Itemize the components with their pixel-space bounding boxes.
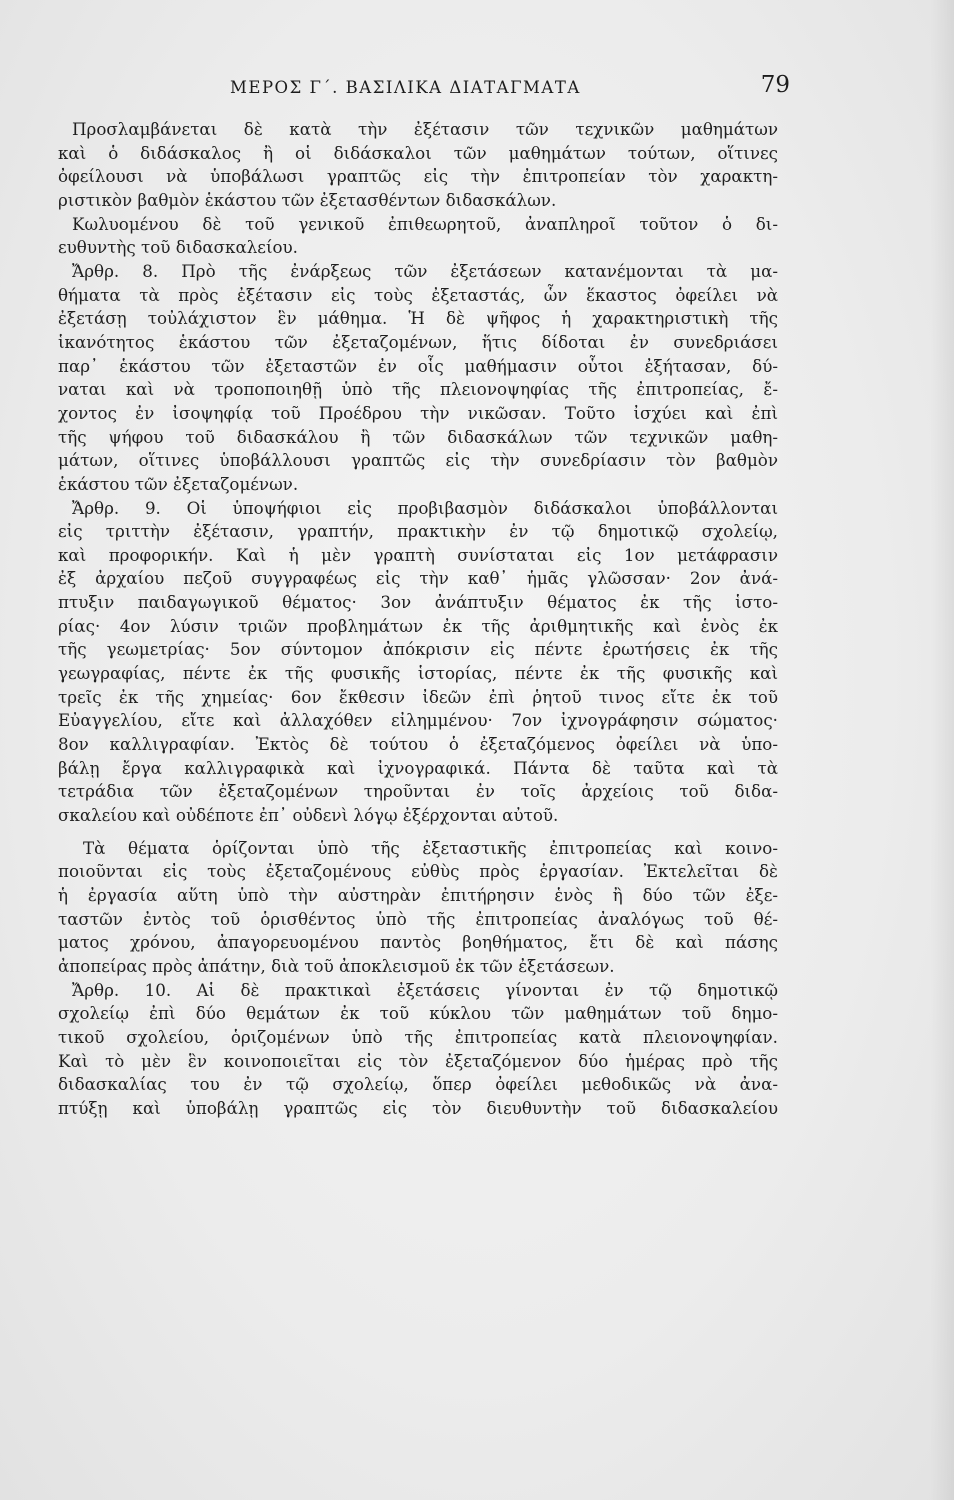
text-line: διδασκαλίας του ἐν τῷ σχολείῳ, ὅπερ ὀφείλει μεθοδικῶς νὰ ἀνα- (58, 1074, 778, 1095)
text-line: ταστῶν ἐντὸς τοῦ ὁρισθέντος ὑπὸ τῆς ἐπιτροπείας ἀναλόγως τοῦ θέ- (58, 908, 778, 929)
text-line: ριστικὸν βαθμὸν ἑκάστου τῶν ἐξετασθέντων διδασκάλων. (58, 189, 557, 210)
running-title: ΜΕΡΟΣ Γ΄. ΒΑΣΙΛΙΚΑ ΔΙΑΤΑΓΜΑΤΑ (230, 78, 581, 97)
text-line: καὶ ὁ διδάσκαλος ἢ οἱ διδάσκαλοι τῶν μαθημάτων τούτων, οἵτινες (58, 142, 778, 163)
page-edge-shadow (930, 0, 954, 1500)
running-head (60, 72, 798, 106)
text-line: τετράδια τῶν ἐξεταζομένων τηροῦνται ἐν τοῖς ἀρχείοις τοῦ διδα- (58, 781, 778, 802)
body-text (58, 118, 778, 1121)
text-line: πτύξῃ καὶ ὑποβάλῃ γραπτῶς εἰς τὸν διευθυντὴν τοῦ διδασκαλείου (58, 1097, 778, 1118)
text-line: γεωγραφίας, πέντε ἐκ τῆς φυσικῆς ἱστορίας, πέντε ἐκ τῆς φυσικῆς καὶ (58, 663, 778, 684)
text-line: ἑκάστου τῶν ἐξεταζομένων. (58, 473, 299, 494)
article-8-heading-line: Ἄρθρ. 8. Πρὸ τῆς ἐνάρξεως τῶν ἐξετάσεων κατανέμονται τὰ μα- (72, 260, 778, 281)
text-line: Προσλαμβάνεται δὲ κατὰ τὴν ἐξέτασιν τῶν τεχνικῶν μαθημάτων (72, 119, 778, 139)
text-line: καὶ προφορικήν. Καὶ ἡ μὲν γραπτὴ συνίσταται εἰς 1ον μετάφρασιν (58, 544, 778, 565)
text-line: πτυξιν παιδαγωγικοῦ θέματος· 3ον ἀνάπτυξιν θέματος ἐκ τῆς ἱστο- (58, 592, 778, 613)
text-line: μάτων, οἵτινες ὑποβάλλουσι γραπτῶς εἰς τὴν συνεδρίασιν τὸν βαθμὸν (58, 450, 778, 471)
text-line: σκαλείου καὶ οὐδέποτε ἐπ᾽ οὐδενὶ λόγῳ ἐξέρχονται αὐτοῦ. (58, 805, 559, 826)
text-line: ἀποπείρας πρὸς ἀπάτην, διὰ τοῦ ἀποκλεισμοῦ ἐκ τῶν ἐξετάσεων. (58, 955, 615, 976)
text-line: ἐξ ἀρχαίου πεζοῦ συγγραφέως εἰς τὴν καθ᾽ ἡμᾶς γλῶσσαν· 2ον ἀνά- (58, 568, 778, 589)
text-line: τρεῖς ἐκ τῆς χημείας· 6ον ἔκθεσιν ἰδεῶν ἐπὶ ῥητοῦ τινος εἴτε ἐκ τοῦ (58, 686, 778, 707)
text-line: ποιοῦνται εἰς τοὺς ἐξεταζομένους εὐθὺς πρὸς ἐργασίαν. Ἐκτελεῖται δὲ (58, 861, 778, 882)
text-line: Εὐαγγελίου, εἴτε καὶ ἀλλαχόθεν εἰλημμένου· 7ον ἰχνογράφησιν σώματος· (58, 710, 778, 731)
text-line: ναται καὶ νὰ τροποποιηθῇ ὑπὸ τῆς πλειονοψηφίας τῆς ἐπιτροπείας, ἔ- (58, 379, 778, 400)
text-line: τῆς γεωμετρίας· 5ον σύντομον ἀπόκρισιν εἰς πέντε ἐρωτήσεις ἐκ τῆς (58, 639, 778, 660)
text-line: βάλῃ ἔργα καλλιγραφικὰ καὶ ἰχνογραφικά. Πάντα δὲ ταῦτα καὶ τὰ (58, 757, 778, 778)
page-number: 79 (760, 72, 790, 98)
article-9-heading-line: Ἄρθρ. 9. Οἱ ὑποψήφιοι εἰς προβιβασμὸν διδάσκαλοι ὑποβάλλονται (72, 497, 778, 518)
text-line: παρ᾽ ἑκάστου τῶν ἐξεταστῶν ἐν οἷς μαθήμασιν οὗτοι ἐξήτασαν, δύ- (58, 355, 778, 376)
text-line: Καὶ τὸ μὲν ἓν κοινοποιεῖται εἰς τὸν ἐξεταζόμενον δύο ἡμέρας πρὸ τῆς (58, 1050, 778, 1071)
text-line: ευθυντὴς τοῦ διδασκαλείου. (58, 237, 298, 258)
text-line: τικοῦ σχολείου, ὁριζομένων ὑπὸ τῆς ἐπιτροπείας κατὰ πλειονοψηφίαν. (58, 1026, 778, 1047)
text-line: ἡ ἐργασία αὕτη ὑπὸ τὴν αὐστηρὰν ἐπιτήρησιν ἑνὸς ἢ δύο τῶν ἐξε- (58, 885, 778, 905)
article-10-heading-line: Ἄρθρ. 10. Αἱ δὲ πρακτικαὶ ἐξετάσεις γίνονται ἐν τῷ δημοτικῷ (72, 979, 778, 1000)
text-line: τῆς ψήφου τοῦ διδασκάλου ἢ τῶν διδασκάλων τῶν τεχνικῶν μαθη- (58, 426, 778, 447)
text-line: χοντος ἐν ἰσοψηφίᾳ τοῦ Προέδρου τὴν νικῶσαν. Τοῦτο ἰσχύει καὶ ἐπὶ (58, 402, 778, 423)
text-line: Τὰ θέματα ὁρίζονται ὑπὸ τῆς ἐξεταστικῆς ἐπιτροπείας καὶ κοινο- (83, 837, 778, 858)
text-line: ἱκανότητος ἑκάστου τῶν ἐξεταζομένων, ἥτις δίδοται ἐν συνεδριάσει (58, 331, 778, 352)
text-line: 8ον καλλιγραφίαν. Ἐκτὸς δὲ τούτου ὁ ἐξεταζόμενος ὀφείλει νὰ ὑπο- (58, 734, 778, 755)
text-line: ματος χρόνου, ἀπαγορευομένου παντὸς βοηθήματος, ἔτι δὲ καὶ πάσης (58, 932, 778, 953)
text-line: Κωλυομένου δὲ τοῦ γενικοῦ ἐπιθεωρητοῦ, ἀναπληροῖ τοῦτον ὁ δι- (72, 213, 778, 234)
text-line: θήματα τὰ πρὸς ἐξέτασιν εἰς τοὺς ἐξεταστάς, ὧν ἕκαστος ὀφείλει νὰ (58, 284, 778, 305)
text-line: ρίας· 4ον λύσιν τριῶν προβλημάτων ἐκ τῆς ἀριθμητικῆς καὶ ἑνὸς ἐκ (58, 615, 778, 636)
text-line: σχολείῳ ἐπὶ δύο θεμάτων ἐκ τοῦ κύκλου τῶν μαθημάτων τοῦ δημο- (58, 1003, 778, 1024)
text-line: ἐξετάσῃ τοὐλάχιστον ἓν μάθημα. Ἡ δὲ ψῆφος ἡ χαρακτηριστικὴ τῆς (58, 308, 778, 329)
text-line: εἰς τριττὴν ἐξέτασιν, γραπτήν, πρακτικὴν ἐν τῷ δημοτικῷ σχολείῳ, (58, 521, 778, 542)
text-line: ὀφείλουσι νὰ ὑποβάλωσι γραπτῶς εἰς τὴν ἐπιτροπείαν τὸν χαρακτη- (58, 166, 778, 187)
